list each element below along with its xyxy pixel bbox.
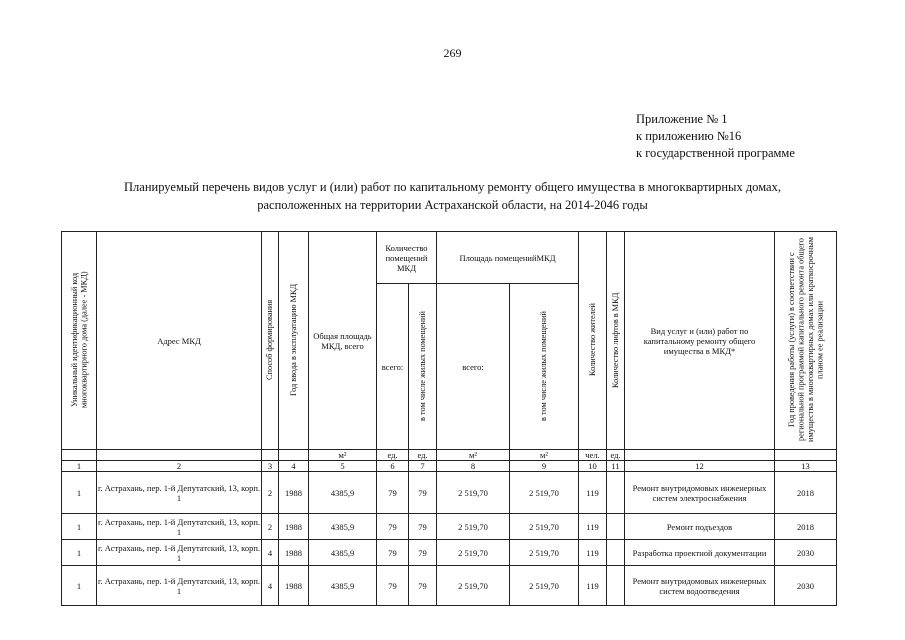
cell-method: 2	[262, 514, 279, 540]
cell-area-living: 2 519,70	[510, 540, 579, 566]
unit-empty-13	[775, 450, 837, 461]
table-row	[62, 472, 837, 514]
header-method: Способ формирования	[262, 232, 279, 450]
unit-total-area: м²	[309, 450, 377, 461]
header-work-type: Вид услуг и (или) работ по капитальному ремонту общего имущества в МКД*	[625, 232, 775, 450]
cell-id: 1	[62, 540, 97, 566]
header-rooms-living: в том числе жилых помещений	[409, 284, 437, 450]
header-area-living: в том числе жилых помещений	[510, 284, 579, 450]
unit-lifts: ед.	[607, 450, 625, 461]
cell-total-area: 4385,9	[309, 566, 377, 606]
cell-lifts	[607, 472, 625, 514]
cell-work-type: Ремонт внутридомовых инженерных систем водоотведения	[625, 566, 775, 606]
works-table	[61, 231, 837, 606]
unit-empty-12	[625, 450, 775, 461]
cell-rooms-total: 79	[377, 540, 409, 566]
table-row	[62, 566, 837, 606]
cell-residents: 119	[579, 566, 607, 606]
cell-rooms-total: 79	[377, 472, 409, 514]
cell-area-total: 2 519,70	[437, 514, 510, 540]
cell-work-type: Ремонт подъездов	[625, 514, 775, 540]
cell-total-area: 4385,9	[309, 540, 377, 566]
column-number: 7	[409, 461, 437, 472]
cell-rooms-living: 79	[409, 514, 437, 540]
cell-rooms-living: 79	[409, 566, 437, 606]
column-number: 12	[625, 461, 775, 472]
cell-work-type: Разработка проектной документации	[625, 540, 775, 566]
unit-rooms-living: ед.	[409, 450, 437, 461]
unit-empty-4	[279, 450, 309, 461]
appendix-block	[636, 111, 795, 162]
column-number: 4	[279, 461, 309, 472]
cell-total-area: 4385,9	[309, 514, 377, 540]
appendix-line-3: к государственной программе	[636, 146, 795, 160]
column-number: 10	[579, 461, 607, 472]
header-area-total: всего:	[437, 284, 510, 450]
cell-area-living: 2 519,70	[510, 472, 579, 514]
table-row	[62, 514, 837, 540]
cell-rooms-total: 79	[377, 514, 409, 540]
unit-empty-3	[262, 450, 279, 461]
column-number-row	[62, 461, 837, 472]
cell-residents: 119	[579, 540, 607, 566]
column-number: 3	[262, 461, 279, 472]
header-year-built: Год ввода в эксплуатацию МКД	[279, 232, 309, 450]
page-number: 269	[443, 46, 462, 60]
cell-address: г. Астрахань, пер. 1-й Депутатский, 13, корп. 1	[97, 566, 262, 606]
appendix-line-2: к приложению №16	[636, 129, 742, 143]
cell-rooms-total: 79	[377, 566, 409, 606]
unit-area-total: м²	[437, 450, 510, 461]
unit-empty-2	[97, 450, 262, 461]
cell-work-year: 2030	[775, 540, 837, 566]
cell-address: г. Астрахань, пер. 1-й Депутатский, 13, корп. 1	[97, 540, 262, 566]
cell-id: 1	[62, 566, 97, 606]
cell-rooms-living: 79	[409, 540, 437, 566]
header-residents: Количество жителей	[579, 232, 607, 450]
unit-rooms-total: ед.	[377, 450, 409, 461]
header-area-group: Площадь помещенийМКД	[437, 232, 579, 284]
column-number: 8	[437, 461, 510, 472]
table-row	[62, 540, 837, 566]
column-number: 5	[309, 461, 377, 472]
cell-method: 2	[262, 472, 279, 514]
header-rooms-total: всего:	[377, 284, 409, 450]
cell-address: г. Астрахань, пер. 1-й Депутатский, 13, корп. 1	[97, 472, 262, 514]
cell-lifts	[607, 540, 625, 566]
cell-year-built: 1988	[279, 566, 309, 606]
cell-total-area: 4385,9	[309, 472, 377, 514]
cell-id: 1	[62, 472, 97, 514]
cell-id: 1	[62, 514, 97, 540]
column-number: 1	[62, 461, 97, 472]
column-number: 2	[97, 461, 262, 472]
title-line-2: расположенных на территории Астраханской области, на 2014-2046 годы	[257, 198, 648, 212]
cell-area-total: 2 519,70	[437, 472, 510, 514]
cell-method: 4	[262, 540, 279, 566]
column-number: 13	[775, 461, 837, 472]
header-address: Адрес МКД	[97, 232, 262, 450]
cell-rooms-living: 79	[409, 472, 437, 514]
cell-year-built: 1988	[279, 472, 309, 514]
document-title	[40, 178, 865, 214]
cell-area-living: 2 519,70	[510, 566, 579, 606]
appendix-line-1: Приложение № 1	[636, 112, 728, 126]
cell-work-year: 2018	[775, 514, 837, 540]
unit-area-living: м²	[510, 450, 579, 461]
cell-work-year: 2030	[775, 566, 837, 606]
header-work-year: Год проведения работы (услуги) в соответствии с региональной программой капитального ремонта общего имущества в многоквартирных домах или краткосрочным планом ее реализации	[775, 232, 837, 450]
cell-work-type: Ремонт внутридомовых инженерных систем электроснабжения	[625, 472, 775, 514]
cell-work-year: 2018	[775, 472, 837, 514]
cell-year-built: 1988	[279, 514, 309, 540]
unit-residents: чел.	[579, 450, 607, 461]
cell-area-total: 2 519,70	[437, 566, 510, 606]
cell-lifts	[607, 514, 625, 540]
cell-residents: 119	[579, 472, 607, 514]
cell-address: г. Астрахань, пер. 1-й Депутатский, 13, корп. 1	[97, 514, 262, 540]
header-rooms-group: Количество помещений МКД	[377, 232, 437, 284]
title-line-1: Планируемый перечень видов услуг и (или) работ по капитальному ремонту общего имущества в многоквартирных домах,	[124, 180, 781, 194]
cell-year-built: 1988	[279, 540, 309, 566]
column-number: 6	[377, 461, 409, 472]
header-lifts: Количество лифтов в МКД	[607, 232, 625, 450]
header-id: Уникальный идентификационный код многоквартирного дома (далее - МКД)	[62, 232, 97, 450]
cell-method: 4	[262, 566, 279, 606]
cell-area-living: 2 519,70	[510, 514, 579, 540]
unit-empty-1	[62, 450, 97, 461]
cell-area-total: 2 519,70	[437, 540, 510, 566]
header-total-area: Общая площадь МКД, всего	[309, 232, 377, 450]
column-number: 9	[510, 461, 579, 472]
cell-lifts	[607, 566, 625, 606]
column-number: 11	[607, 461, 625, 472]
cell-residents: 119	[579, 514, 607, 540]
